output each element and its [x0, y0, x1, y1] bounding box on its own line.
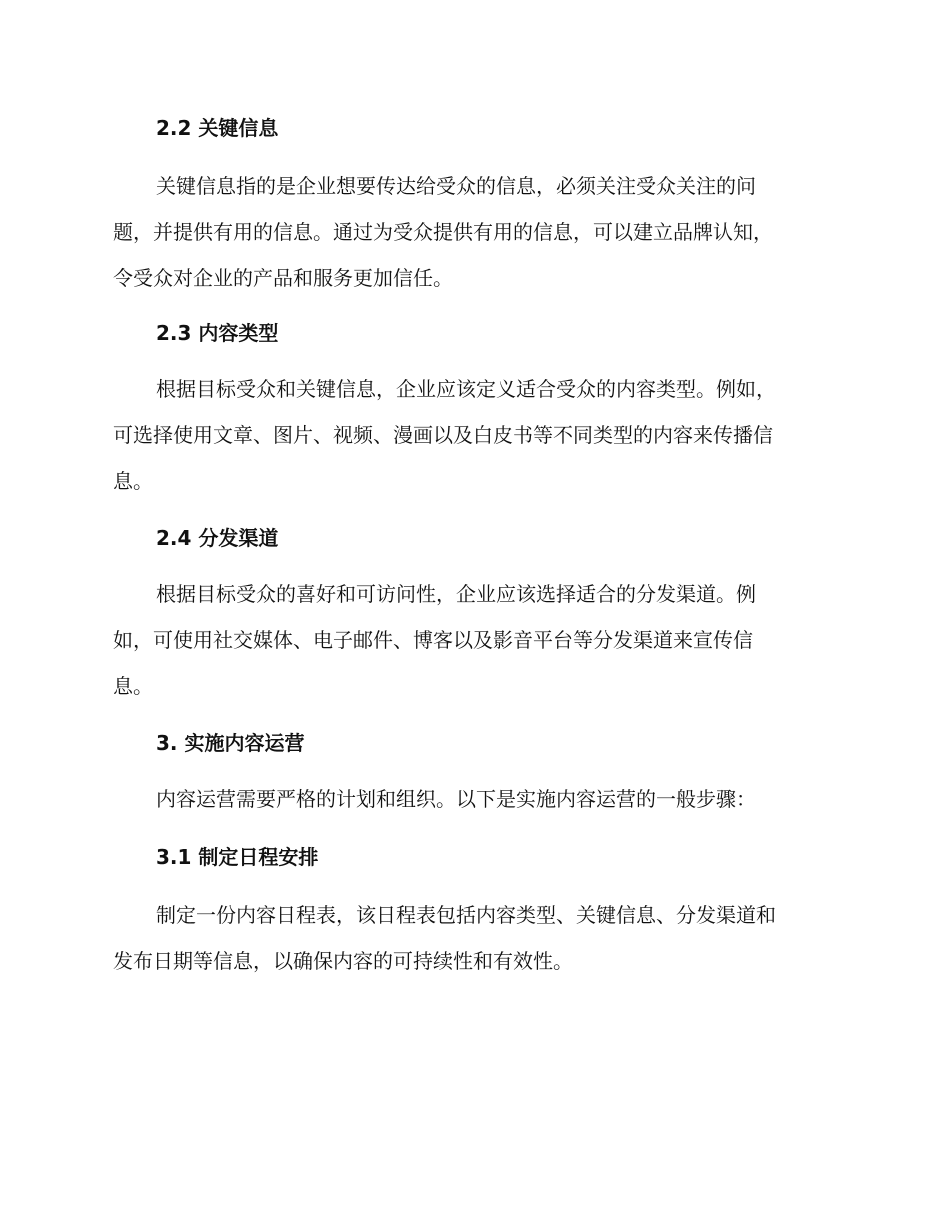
paragraph-line: 息。	[113, 469, 153, 493]
section-paragraph-3-1	[113, 892, 837, 984]
section-paragraph-2-3	[113, 366, 837, 504]
paragraph-line: 息。	[113, 674, 153, 698]
paragraph-line: 关键信息指的是企业想要传达给受众的信息，必须关注受众关注的问	[156, 174, 756, 198]
section-paragraph-2-4	[113, 571, 837, 709]
section-heading-2-4: 2.4 分发渠道	[156, 526, 279, 550]
section-heading-2-2: 2.2 关键信息	[156, 116, 279, 140]
paragraph-line: 可选择使用文章、图片、视频、漫画以及白皮书等不同类型的内容来传播信	[113, 423, 773, 447]
section-paragraph-3	[113, 776, 837, 822]
paragraph-line: 如，可使用社交媒体、电子邮件、博客以及影音平台等分发渠道来宣传信	[113, 628, 753, 652]
paragraph-line: 制定一份内容日程表，该日程表包括内容类型、关键信息、分发渠道和	[156, 903, 776, 927]
paragraph-line: 题，并提供有用的信息。通过为受众提供有用的信息，可以建立品牌认知，	[113, 220, 773, 244]
paragraph-line: 发布日期等信息，以确保内容的可持续性和有效性。	[113, 949, 573, 973]
paragraph-line: 根据目标受众的喜好和可访问性，企业应该选择适合的分发渠道。例	[156, 582, 756, 606]
paragraph-line: 内容运营需要严格的计划和组织。以下是实施内容运营的一般步骤：	[156, 787, 756, 811]
paragraph-line: 令受众对企业的产品和服务更加信任。	[113, 266, 453, 290]
section-paragraph-2-2	[113, 163, 837, 301]
paragraph-line: 根据目标受众和关键信息，企业应该定义适合受众的内容类型。例如，	[156, 377, 776, 401]
section-heading-3: 3. 实施内容运营	[156, 731, 305, 755]
section-heading-3-1: 3.1 制定日程安排	[156, 845, 319, 869]
section-heading-2-3: 2.3 内容类型	[156, 321, 279, 345]
